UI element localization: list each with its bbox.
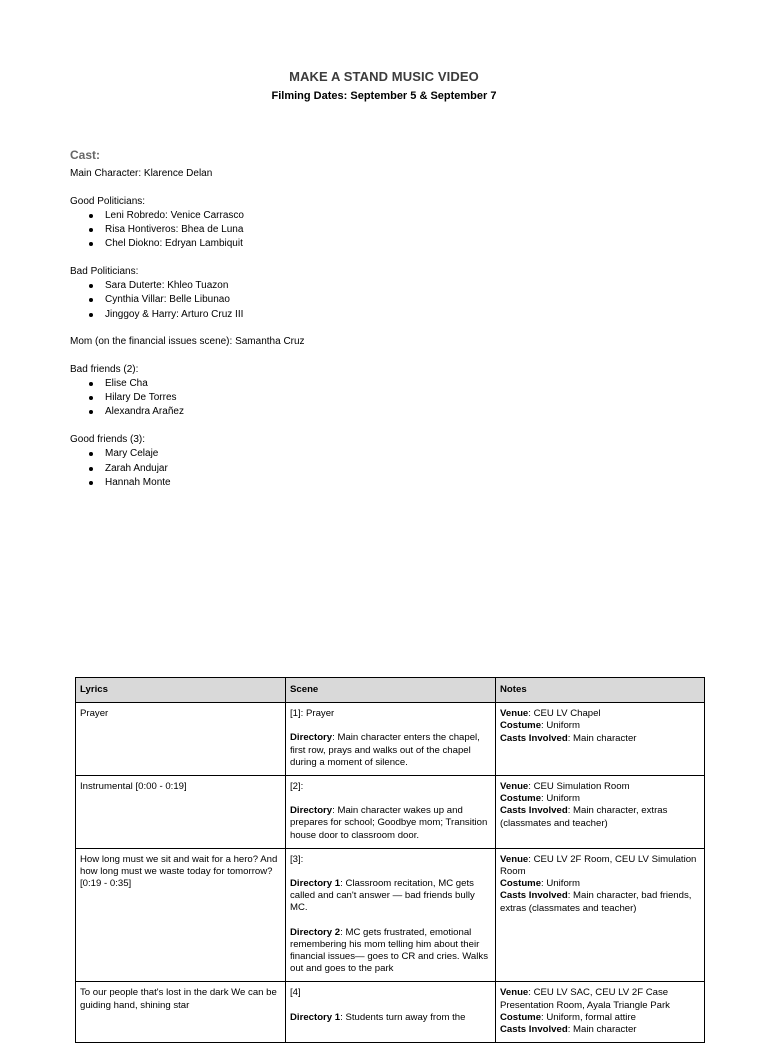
list-item: Cynthia Villar: Belle Libunao: [70, 293, 305, 307]
casts-line: Casts Involved: Main character, extras (classmates and teacher): [500, 805, 668, 829]
table-row: [76, 776, 705, 849]
filming-dates: Filming Dates: September 5 & September 7: [271, 90, 497, 102]
mom-line: Mom (on the financial issues scene): Samantha Cruz: [70, 336, 305, 348]
scene-cell: [286, 703, 496, 776]
list-item: Alexandra Arañez: [70, 405, 305, 419]
list-item: Risa Hontiveros: Bhea de Luna: [70, 223, 305, 237]
venue-line: Venue: CEU Simulation Room: [500, 781, 630, 793]
bad-politicians-label: Bad Politicians:: [70, 265, 139, 277]
scene-directory-2: Directory 2: MC gets frustrated, emotional remembering his mom telling him about their financial issues— goes to CR and cries. Walks out and goes to the park: [290, 926, 488, 975]
good-friends-list: [70, 447, 305, 490]
cast-section: [70, 167, 305, 490]
costume-line: Costume: Uniform, formal attire: [500, 1011, 636, 1023]
list-item: Elise Cha: [70, 377, 305, 391]
notes-cell: [496, 776, 705, 849]
costume-line: Costume: Uniform: [500, 878, 580, 890]
costume-line: Costume: Uniform: [500, 793, 580, 805]
list-item: Hannah Monte: [70, 476, 305, 490]
scene-cell: [286, 776, 496, 849]
scene-number: [3]:: [290, 853, 304, 865]
venue-line: Venue: CEU LV 2F Room, CEU LV Simulation Room: [500, 853, 697, 878]
good-friends-label: Good friends (3):: [70, 434, 146, 446]
scene-directory: Directory: Main character enters the chapel, first row, prays and walks out of the chapel during a moment of silence.: [290, 732, 480, 768]
column-header-lyrics: Lyrics: [76, 678, 286, 703]
costume-line: Costume: Uniform: [500, 720, 580, 732]
list-item: Sara Duterte: Khleo Tuazon: [70, 279, 305, 293]
main-character-line: Main Character: Klarence Delan: [70, 168, 213, 179]
bad-friends-label: Bad friends (2):: [70, 363, 139, 375]
lyrics-cell: Prayer: [76, 703, 286, 776]
venue-line: Venue: CEU LV SAC, CEU LV 2F Case Presentation Room, Ayala Triangle Park: [500, 987, 670, 1011]
table-row: [76, 982, 705, 1043]
column-header-notes: Notes: [496, 678, 705, 703]
casts-line: Casts Involved: Main character, bad friends, extras (classmates and teacher): [500, 890, 692, 914]
list-item: Chel Diokno: Edryan Lambiquit: [70, 237, 305, 251]
list-item: Jinggoy & Harry: Arturo Cruz III: [70, 308, 305, 322]
good-politicians-list: [70, 209, 305, 252]
bad-politicians-list: [70, 279, 305, 322]
scene-number: [1]: Prayer: [290, 708, 335, 720]
lyrics-cell: Instrumental [0:00 - 0:19]: [76, 776, 286, 849]
scene-table: [75, 677, 705, 1043]
lyrics-cell: How long must we sit and wait for a hero? And how long must we waste today for tomorrow? [0:19 - 0:35]: [76, 848, 286, 982]
directory-label: Directory: [290, 732, 333, 744]
scene-directory-1: Directory 1: Classroom recitation, MC gets called and can't answer — bad friends bully MC.: [290, 878, 475, 914]
scene-directory: Directory: Main character wakes up and prepares for school; Goodbye mom; Transition house door to classroom door.: [290, 805, 488, 841]
page-title: MAKE A STAND MUSIC VIDEO: [289, 69, 479, 84]
casts-line: Casts Involved: Main character: [500, 732, 637, 744]
casts-line: Casts Involved: Main character: [500, 1024, 637, 1036]
list-item: Hilary De Torres: [70, 391, 305, 405]
lyrics-cell: To our people that's lost in the dark We can be guiding hand, shining star: [76, 982, 286, 1043]
list-item: Mary Celaje: [70, 447, 305, 461]
scene-directory-1: Directory 1: Students turn away from the: [290, 1011, 466, 1023]
scene-cell: [286, 982, 496, 1043]
good-politicians-label: Good Politicians:: [70, 195, 146, 207]
scene-number: [4]: [290, 987, 301, 999]
scene-number: [2]:: [290, 781, 304, 793]
table-row: [76, 703, 705, 776]
venue-line: Venue: CEU LV Chapel: [500, 708, 601, 720]
notes-cell: [496, 703, 705, 776]
bad-friends-list: [70, 377, 305, 420]
column-header-scene: Scene: [286, 678, 496, 703]
list-item: Leni Robredo: Venice Carrasco: [70, 209, 305, 223]
list-item: Zarah Andujar: [70, 462, 305, 476]
cast-heading: Cast:: [70, 148, 101, 162]
table-row: [76, 848, 705, 982]
notes-cell: [496, 982, 705, 1043]
table-header-row: [76, 678, 705, 703]
notes-cell: [496, 848, 705, 982]
scene-cell: [286, 848, 496, 982]
